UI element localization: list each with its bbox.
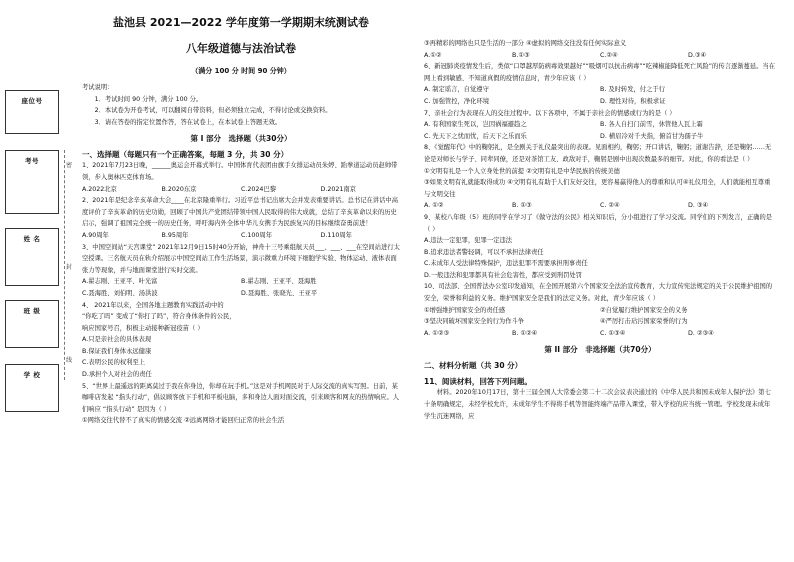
- question-4-option-a: A.只是亲社会的具体表现: [82, 336, 152, 344]
- right-column: [424, 38, 776, 422]
- exam-subtitle: 八年级道德与法治试卷: [186, 42, 296, 55]
- option: A.翟志刚、王亚平、叶光富: [82, 278, 158, 286]
- option: A. ①②: [424, 202, 444, 210]
- option: D. 横眉冷对千夫指，俯首甘为孺子牛: [600, 132, 704, 140]
- notes-title: 考试说明：: [82, 84, 114, 91]
- question-8-items-34: ③如果文明有礼就能取得成功 ④文明有礼有助于人们友好交往，更容易赢得他人的尊重和认可④礼仪用全，人们就能相互尊重与文明交往: [424, 179, 771, 198]
- question-2-options: [82, 230, 400, 242]
- question-4-line-3: 响应国家号召，积极主动接种新冠疫苗（ ）: [82, 324, 204, 332]
- question-4-option-c: C.表明公民的权利至上: [82, 359, 146, 367]
- option: ④严厉打击玷污国家荣誉的行为: [600, 318, 688, 326]
- question-5-choices: [424, 50, 776, 62]
- left-column: [82, 10, 400, 427]
- binding-box-class: [5, 300, 59, 348]
- binding-box-label: 姓 名: [23, 235, 41, 243]
- question-10-items-row2: [424, 316, 776, 328]
- question-7: 7、亲社会行为表现在人的交往过程中。以下各项中，不属于亲社会的情感或行为的是（ ）: [424, 109, 676, 117]
- question-11-title: 11、阅读材料，回答下列问题。: [424, 377, 532, 387]
- option: C. 加强管控，净化环境: [424, 97, 490, 105]
- exam-title: 盐池县 2021—2022 学年度第一学期期末统测试卷: [113, 16, 369, 29]
- section2-title: 二、材料分析题（共 30 分）: [424, 361, 523, 371]
- question-4-line-1: 4、 2021年以来，全国各地主题教育实践活动中的: [82, 301, 224, 309]
- option: B. 及时转发，付之于行: [600, 86, 665, 94]
- question-5-items-34: ③再精彩的网络也只是生活的一部分 ④虚拟的网络交往没有任何实际意义: [424, 40, 627, 47]
- question-9-option-c: C.未成年人受法律特殊保护，违法犯罪不需要承担刑事责任: [424, 260, 588, 268]
- option: B.2020东京: [161, 185, 197, 193]
- note-1: 1．考试时间 90 分钟，满分 100 分。: [94, 95, 203, 103]
- question-1-options: [82, 184, 400, 196]
- question-2: 2、2021年是纪念辛亥革命大会____在北京隆重举行。习近平总书记出席大会并发表重要讲话。总书记在讲话中高度评价了辛亥革命的历史功勋，回顾了中国共产党团结带领中国人民取得的伟大成就，总结了辛亥革命以来的历史启示，强调了祖国完全统一的历史任务，呼吁海内外全体中华儿女携手为民族复兴的目标继续奋勇前进！: [82, 197, 398, 228]
- question-9-option-d: D.一般违法和犯罪都具有社会危害性，都应受到刑罚处罚: [424, 271, 582, 279]
- question-8-items-12: ①文明有礼是一个人立身处世的前提 ②文明有礼是中华民族的传统美德: [424, 167, 620, 175]
- question-6: 6、新冠肺炎疫情发生后，类似“口罩越厚防病毒效果越好”“吸烟可以抗击病毒”“吃辣椒能降低死亡风险”的传言逐渐蔓延。当在网上看到敏感、不知道真假的疫情信息时，青少年应该（ ）: [424, 63, 776, 82]
- material-text: [424, 387, 776, 422]
- option: ③坚决同破坏国家安全的行为作斗争: [424, 318, 525, 326]
- option: B.95周年: [161, 231, 189, 239]
- option: B. ①②④: [512, 329, 538, 337]
- option: D. ③④: [688, 202, 709, 210]
- option: C. ②④: [600, 202, 620, 210]
- binding-box-label: 班 级: [23, 307, 41, 315]
- option: A. 制定谣言，自觉遵守: [424, 86, 489, 94]
- question-3: 3、中国空间站“天宫课堂” 2021年12月9日15时40分开始，神舟十三号乘组航天员___、___、___在空间站进行太空授课。三名航天员在轨介绍展示中国空间站工作生活场景，演示微重力环境下细胞学实验、物体运动、液体表面张力等现象，并与地面课堂进行实时交流。: [82, 243, 400, 274]
- option: B.翟志刚、王亚平、聂海胜: [241, 278, 317, 286]
- question-3-options-row1: [82, 276, 400, 288]
- option: B.①③: [512, 51, 530, 59]
- question-7-options-row2: [424, 131, 776, 143]
- question-6-options-row1: [424, 84, 776, 96]
- question-10-items-row1: [424, 305, 776, 317]
- binding-box-exam: [5, 150, 59, 214]
- option: B. 各人自扫门前雪，休管他人瓦上霜: [600, 121, 703, 129]
- question-4-option-d: D.承担个人对社会的责任: [82, 371, 152, 379]
- binding-box-name: [5, 228, 59, 286]
- question-10: 10、司法部、全国普法办公室印发通知，在全国开展第六个国家安全法治宣传教育，大力宣传宪法规定的关于公民维护祖国的安全，荣誉和利益的义务。维护国家安全是我们的法定义务。对此，青少年应该（ ）: [424, 283, 773, 303]
- option: C.2024巴黎: [241, 185, 277, 193]
- option: A.2022北京: [82, 185, 117, 193]
- binding-box-label: 学 校: [23, 371, 41, 379]
- option: ①增强维护国家安全的责任感: [424, 306, 506, 314]
- option: A. ①②③: [424, 329, 450, 337]
- note-3: 3．请在答卷的指定位置作答，答在试卷上，在本试卷上答题无效。: [94, 118, 282, 126]
- question-4-line-2: “你吃了吗” 变成了“你打了吗”，符合身体条件的公民，: [82, 313, 236, 321]
- option: C.聂海胜、刘伯明、汤洪波: [82, 289, 158, 297]
- option: D.聂海胜、张晓光、王亚平: [241, 289, 318, 297]
- note-2: 2．本试卷为开卷考试，可以翻阅自带资料，但必须独立完成，不得讨论或交换资料。: [94, 107, 332, 115]
- binding-box-seat: [5, 90, 59, 134]
- question-1: 1、2021年7月23日晚，______奥运会开幕式举行。中国体育代表团由旗手女排运动员朱婷、跆拳道运动员赵帅带领，步入奥林匹克体育场。: [82, 162, 398, 181]
- option: D. 理性对待，积极求证: [600, 97, 666, 105]
- binding-line: [64, 150, 65, 380]
- question-8-choices: [424, 200, 776, 212]
- question-4-option-b: B.保证我们身体永远健康: [82, 347, 152, 355]
- binding-box-label: 考号: [25, 157, 39, 165]
- binding-strip: [0, 0, 62, 562]
- option: C.100周年: [241, 231, 273, 239]
- question-7-options-row1: [424, 119, 776, 131]
- binding-box-school: [5, 364, 59, 412]
- question-9: 9、某校八年级（5）班的同学在学习了《做守法的公民》相关知识后，分小组进行了学习交流。同学们的下列发言，正确的是（ ）: [424, 213, 773, 233]
- material-body: 2020年10月17日，第十三届全国人大常委会第二十二次会议表决通过的《中华人民共和国未成年人保护法》第七十条明确规定，未经学校允许，未成年学生不得将手机等智能终端产品带入课堂，带入学校的应当统一管理。学校发现未成年学生沉迷网络，应: [424, 389, 771, 420]
- option: C. 先天下之忧而忧，后天下之乐而乐: [424, 132, 527, 140]
- option: C.②④: [600, 51, 618, 59]
- option: A. 有利国家生死以，岂因祸福避趋之: [424, 121, 527, 129]
- binding-char-mi: 密: [66, 162, 73, 169]
- part1-title: 第 I 部分 选择题（共30分）: [190, 134, 292, 144]
- score-time-line: （满分 100 分 时间 90 分钟）: [191, 67, 291, 75]
- part2-title: 第 II 部分 非选择题（共70分）: [544, 345, 656, 355]
- binding-char-feng: 封: [66, 264, 73, 271]
- binding-char-xian: 线: [66, 357, 73, 364]
- binding-box-label: 座位号: [21, 97, 43, 105]
- option: D. ②③④: [688, 329, 714, 337]
- question-3-options-row2: [82, 288, 400, 300]
- option: D.2021南京: [320, 185, 356, 193]
- question-5: 5、“世界上最遥远的距离莫过于我在你身边，你却在玩手机。”这是对手机网民对于人际交流的真实写照。日前，某咖啡店发起 “指头行动”，倡议顾客放下手机和平板电脑，多和身边人面对面交流，引来顾客和网友的热情响应。人们响应 “指头行动” 是因为（ ）: [82, 382, 400, 413]
- question-8: 8、《觉醒年代》中的鞠躬礼，是全剧关于礼仪最突出的表现。见面相约，鞠躬；开口讲话，鞠躬；道谢告辞，还是鞠躬……无论是对师长与学子、同辈同僚，还是对茶馆工友、政敌对手，鞠躬是剧中出现次数最多的细节。对此，你的看法是（ ）: [424, 144, 772, 163]
- option: B. ①③: [512, 202, 532, 210]
- question-10-choices: [424, 328, 776, 340]
- option: D.③④: [688, 51, 707, 59]
- question-6-options-row2: [424, 96, 776, 108]
- option: D.110周年: [320, 231, 352, 239]
- option: ②自觉履行维护国家安全的义务: [600, 306, 688, 314]
- question-9-option-a: A.违法一定犯罪，犯罪一定违法: [424, 237, 513, 245]
- section1-title: 一、选择题（每题只有一个正确答案，每题 3 分，共 30 分）: [82, 150, 289, 160]
- material-label: 材料。: [436, 389, 456, 397]
- question-9-option-b: B.追求违法者警轻调，可以不承担法律责任: [424, 248, 544, 256]
- question-5-items-12: ①网络交往代替不了真实的情感交流 ②远离网络才能回归正常的社会生活: [82, 417, 285, 425]
- option: C. ①③④: [600, 329, 626, 337]
- option: A.①②: [424, 51, 442, 59]
- option: A.90周年: [82, 231, 109, 239]
